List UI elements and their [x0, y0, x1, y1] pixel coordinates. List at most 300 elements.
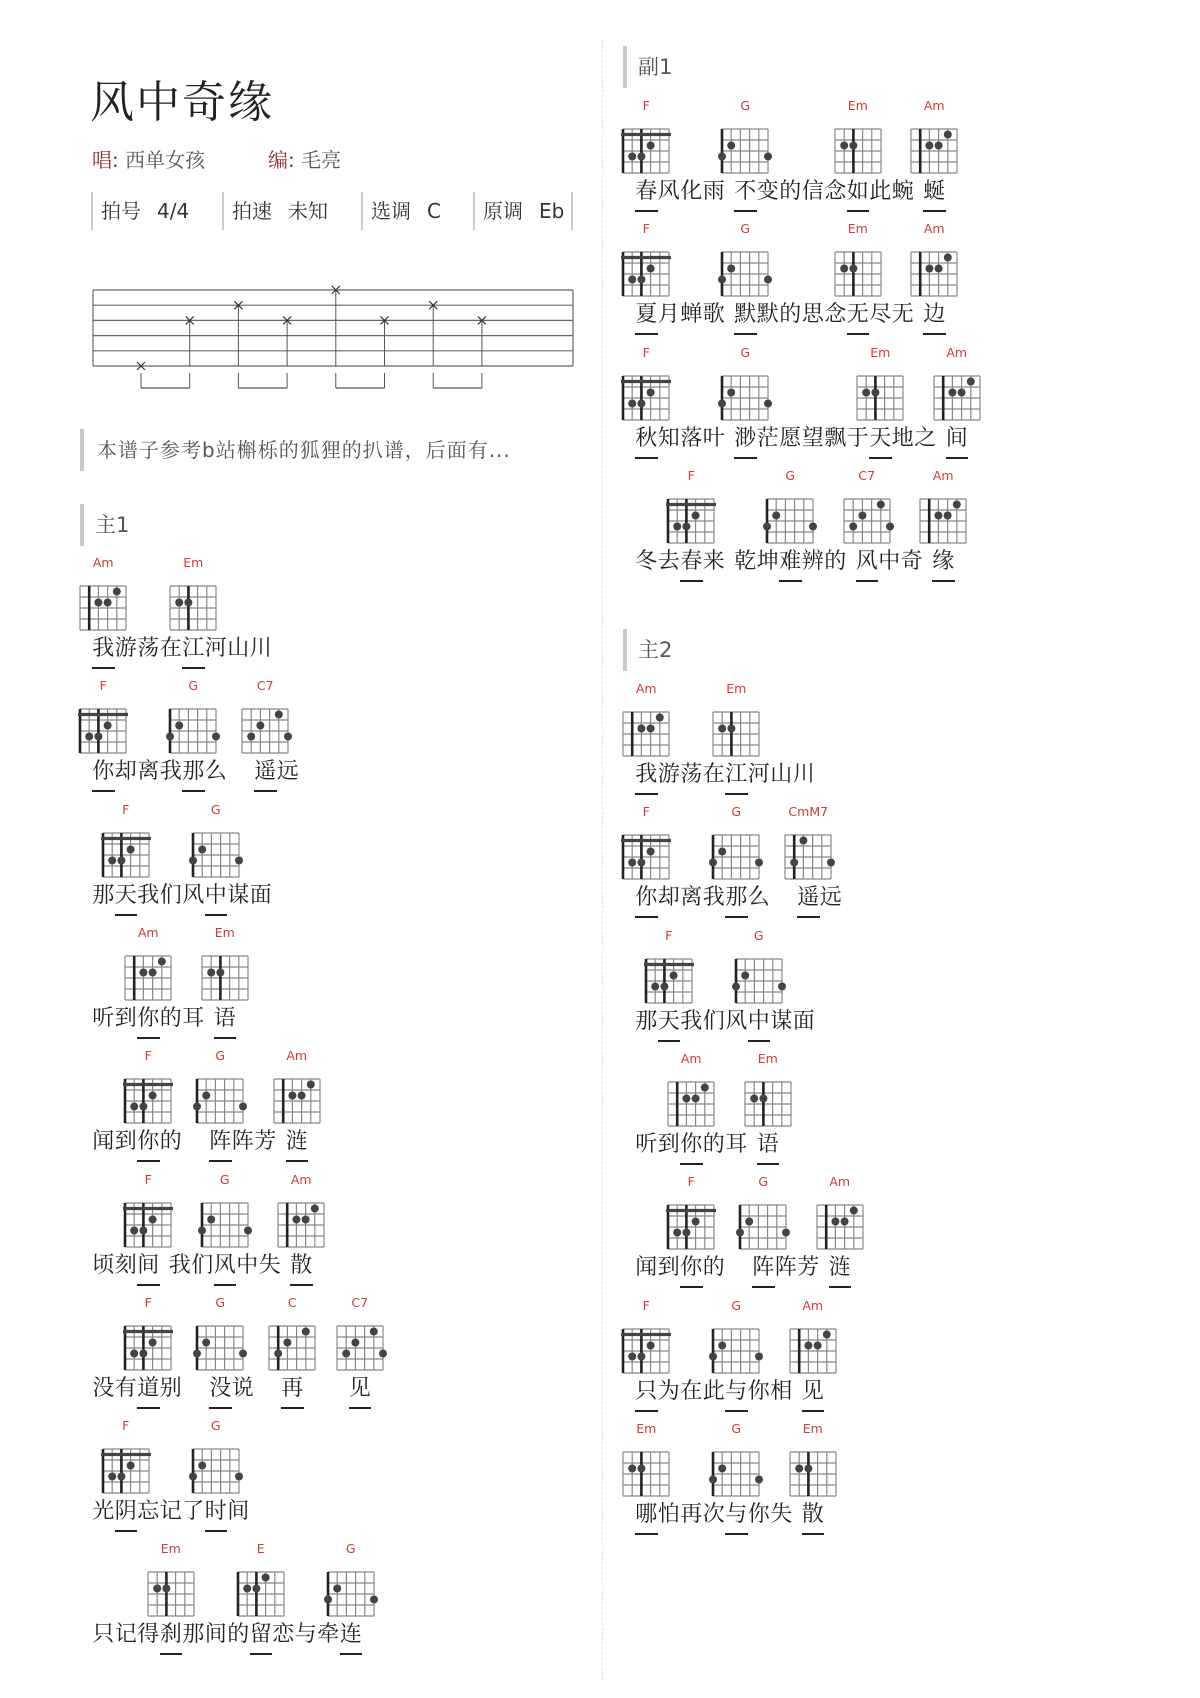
chord-grid — [269, 1326, 315, 1370]
chord-diagram-em — [853, 374, 907, 422]
chord-name: Am — [932, 467, 954, 483]
finger-dot — [736, 1229, 744, 1237]
finger-dot — [311, 1204, 319, 1212]
chord-diagram-f — [619, 250, 673, 298]
chord-underline — [182, 790, 205, 792]
chord-diagram-am — [76, 584, 130, 632]
lyric-char: 的 — [227, 1622, 250, 1648]
chord-name: F — [687, 467, 695, 483]
finger-dot — [763, 522, 771, 530]
finger-dot — [153, 1585, 161, 1593]
lyric-char: 了 — [182, 1499, 205, 1525]
lyric-char: 默 — [734, 302, 757, 328]
lyric-char: 你 — [635, 885, 658, 911]
finger-dot — [638, 1352, 646, 1360]
chord-name: G — [740, 344, 751, 360]
chord-underline — [281, 1407, 304, 1409]
finger-dot — [741, 971, 749, 979]
finger-dot — [656, 714, 664, 722]
lyric-char: 到 — [114, 1129, 137, 1155]
chord-underline — [635, 1533, 658, 1535]
chord-name: Am — [92, 555, 114, 570]
finger-dot — [212, 733, 220, 741]
lyric-char: 到 — [657, 1131, 680, 1157]
lyric-char: 如 — [846, 179, 869, 204]
lyric-char: 江 — [182, 636, 205, 661]
finger-dot — [772, 511, 780, 519]
lyric-char: 信 — [801, 179, 824, 204]
chord-grid — [621, 129, 671, 173]
lyric-char: 没 — [92, 1375, 115, 1401]
lyric-char: 风 — [213, 1252, 236, 1278]
lyric-char: 刻 — [114, 1252, 137, 1278]
chord-grid — [148, 1572, 194, 1616]
lyric-char: 你 — [680, 1131, 703, 1157]
chord-underline — [92, 667, 115, 669]
lyric-char: 耳 — [182, 1005, 205, 1031]
chord-underline — [680, 1163, 703, 1165]
lyric-char: 的 — [159, 1005, 182, 1031]
finger-dot — [647, 265, 655, 273]
finger-dot — [628, 1464, 636, 1472]
chord-diagram-g — [718, 374, 772, 422]
finger-dot — [108, 1473, 116, 1481]
chord-underline — [115, 914, 138, 916]
chord-underline — [932, 580, 955, 582]
lyric-char: 去 — [657, 548, 680, 574]
chord-name: F — [122, 1418, 130, 1434]
lyric-char: 蜒 — [923, 179, 946, 204]
finger-dot — [728, 725, 736, 733]
finger-dot — [149, 968, 157, 976]
finger-dot — [823, 1330, 831, 1338]
finger-dot — [809, 522, 817, 530]
lyric-char: 游 — [114, 636, 137, 661]
finger-dot — [709, 859, 717, 867]
chord-grid — [101, 833, 151, 877]
chord-name: Em — [160, 1541, 181, 1557]
lyric-char: 遥 — [797, 885, 820, 911]
chord-underline — [725, 1533, 748, 1535]
info-value: Eb — [539, 199, 565, 223]
finger-dot — [244, 1226, 252, 1234]
finger-dot — [858, 511, 866, 519]
chord-grid — [857, 376, 903, 420]
chord-diagram-g — [709, 1327, 763, 1375]
finger-dot — [175, 722, 183, 730]
chord-underline — [725, 1410, 748, 1412]
song-title: 风中奇缘 — [90, 77, 274, 128]
chord-name: Em — [802, 1420, 823, 1436]
chord-underline — [734, 457, 757, 459]
lyric-char: 中 — [204, 882, 227, 908]
finger-dot — [126, 1462, 134, 1470]
chord-name: F — [99, 678, 107, 694]
chord-underline — [160, 1653, 183, 1655]
finger-dot — [957, 388, 965, 396]
chord-grid — [78, 709, 128, 753]
lyric-char: 记 — [159, 1499, 182, 1525]
finger-dot — [967, 377, 975, 385]
chord-grid — [193, 1326, 247, 1370]
finger-dot — [827, 859, 835, 867]
lyric-char: 顷 — [92, 1252, 115, 1278]
lyric-char: 相 — [770, 1378, 793, 1404]
chord-diagram-em — [831, 250, 885, 298]
lyric-char: 听 — [635, 1131, 658, 1157]
chord-grid — [817, 1205, 863, 1249]
finger-dot — [673, 1229, 681, 1237]
finger-dot — [252, 1585, 260, 1593]
chord-grid — [193, 1079, 247, 1123]
chord-grid — [934, 376, 980, 420]
lyric-char: 在 — [159, 636, 182, 661]
finger-dot — [755, 1475, 763, 1483]
chord-name: F — [642, 344, 650, 360]
chord-underline — [856, 580, 879, 582]
lyric-char: 天 — [657, 1008, 680, 1034]
chord-grid — [324, 1572, 378, 1616]
chord-underline — [349, 1407, 372, 1409]
lyric-char: 乾 — [734, 548, 757, 574]
lyric-char: 的 — [824, 548, 847, 574]
chord-diagram-em — [741, 1080, 795, 1128]
finger-dot — [862, 388, 870, 396]
chord-underline — [797, 916, 820, 918]
lyric-char: 春 — [635, 179, 658, 204]
finger-dot — [198, 845, 206, 853]
strum-pattern-staff — [90, 280, 580, 400]
chord-name: F — [642, 221, 650, 237]
lyric-char: 留 — [249, 1622, 272, 1648]
chord-underline — [680, 1286, 703, 1288]
chord-name: G — [740, 98, 751, 113]
finger-dot — [149, 1338, 157, 1346]
chord-name: Am — [290, 1171, 312, 1187]
lyric-char: 芳 — [797, 1255, 820, 1281]
lyric-char: 荡 — [680, 762, 703, 787]
chord-diagram-g — [709, 1450, 763, 1498]
chord-diagram-f — [664, 1203, 718, 1251]
lyric-char: 地 — [891, 425, 914, 451]
finger-dot — [804, 1464, 812, 1472]
lyric-char: 山 — [770, 762, 793, 787]
chord-grid — [189, 833, 243, 877]
finger-dot — [243, 1585, 251, 1593]
lyric-char: 阵 — [752, 1255, 775, 1281]
chord-name: C7 — [858, 467, 876, 483]
finger-dot — [628, 153, 636, 161]
finger-dot — [764, 399, 772, 407]
finger-dot — [764, 153, 772, 161]
lyric-char: 到 — [657, 1255, 680, 1281]
lyric-char: 别 — [159, 1375, 182, 1401]
chord-grid — [621, 1329, 671, 1373]
section-header: 主1 — [80, 504, 129, 546]
chord-diagram-g — [736, 1203, 790, 1251]
lyric-char: 有 — [114, 1375, 137, 1401]
chord-grid — [123, 1203, 173, 1247]
lyric-char: 变 — [756, 179, 779, 204]
chord-diagram-g — [732, 957, 786, 1005]
chord-underline — [946, 457, 969, 459]
chord-diagram-f — [619, 374, 673, 422]
finger-dot — [235, 1473, 243, 1481]
chord-diagram-g — [193, 1324, 247, 1372]
finger-dot — [140, 1349, 148, 1357]
chord-name: Am — [829, 1174, 851, 1190]
lyric-char: 间 — [945, 425, 968, 451]
chord-diagram-em — [786, 1450, 840, 1498]
lyric-char: 涟 — [285, 1129, 308, 1155]
chord-name: Em — [847, 221, 868, 237]
lyric-char: 游 — [657, 762, 680, 787]
chord-diagram-cmm7 — [781, 833, 835, 881]
finger-dot — [778, 982, 786, 990]
finger-dot — [849, 142, 857, 150]
chord-diagram-g — [198, 1201, 252, 1249]
finger-dot — [104, 722, 112, 730]
finger-dot — [324, 1596, 332, 1604]
finger-dot — [638, 399, 646, 407]
lyric-char: 坤 — [756, 548, 779, 574]
lyric-char: 那 — [725, 885, 748, 911]
chord-diagram-am — [907, 250, 961, 298]
info-label: 拍号 — [101, 199, 141, 223]
finger-dot — [166, 733, 174, 741]
chord-name: Em — [636, 1420, 657, 1436]
chord-underline — [734, 210, 757, 212]
chord-grid — [835, 252, 881, 296]
finger-dot — [216, 968, 224, 976]
lyric-char: 我 — [159, 759, 182, 785]
finger-dot — [669, 971, 677, 979]
chord-underline — [182, 667, 205, 669]
lyric-char: 刹 — [159, 1622, 182, 1648]
info-original-key — [473, 192, 564, 230]
chord-underline — [847, 210, 870, 212]
finger-dot — [275, 711, 283, 719]
finger-dot — [189, 1473, 197, 1481]
lyric-char: 风 — [182, 882, 205, 908]
lyric-char: 的 — [779, 179, 802, 204]
chord-diagram-f — [619, 127, 673, 175]
lyric-char: 秋 — [635, 425, 658, 451]
lyric-char: 在 — [702, 762, 725, 787]
finger-dot — [795, 1464, 803, 1472]
finger-dot — [718, 848, 726, 856]
lyric-char: 雨 — [702, 179, 725, 204]
lyric-char: 阵 — [231, 1129, 254, 1155]
chord-diagram-em — [619, 1450, 673, 1498]
chord-name: Am — [802, 1297, 824, 1313]
lyric-char: 的 — [702, 1131, 725, 1157]
finger-dot — [189, 856, 197, 864]
chord-name: C7 — [256, 678, 274, 694]
finger-dot — [727, 265, 735, 273]
chord-grid — [123, 1326, 173, 1370]
finger-dot — [638, 725, 646, 733]
chord-underline — [286, 1160, 309, 1162]
lyric-char: 我 — [702, 885, 725, 911]
lyric-char: 的 — [702, 1255, 725, 1281]
finger-dot — [651, 982, 659, 990]
lyric-char: 么 — [204, 759, 227, 785]
chord-grid — [718, 376, 772, 420]
chord-name: Am — [946, 344, 968, 360]
finger-dot — [370, 1596, 378, 1604]
chord-underline — [92, 790, 115, 792]
chord-underline — [635, 793, 658, 795]
finger-dot — [709, 1352, 717, 1360]
finger-dot — [95, 599, 103, 607]
chord-diagram-am — [813, 1203, 867, 1251]
chord-grid — [242, 709, 292, 753]
finger-dot — [647, 725, 655, 733]
lyric-char: 阵 — [209, 1129, 232, 1155]
lyric-char: 遥 — [254, 759, 277, 785]
chord-diagram-f — [642, 957, 696, 1005]
chord-name: G — [785, 467, 796, 483]
chord-underline — [752, 1286, 775, 1288]
lyric-char: 春 — [680, 548, 703, 574]
lyric-char: 次 — [702, 1501, 725, 1527]
finger-dot — [872, 388, 880, 396]
lyric-char: 阴 — [114, 1499, 137, 1525]
finger-dot — [202, 1092, 210, 1100]
chord-name: F — [144, 1294, 152, 1310]
chord-underline — [757, 1163, 780, 1165]
chord-diagram-e — [234, 1570, 288, 1618]
finger-dot — [288, 1092, 296, 1100]
chord-underline — [214, 1037, 237, 1039]
finger-dot — [935, 142, 943, 150]
lyric-char: 失 — [770, 1501, 793, 1527]
lyric-char: 芳 — [254, 1129, 277, 1155]
chord-underline — [725, 793, 748, 795]
lyric-char: 山 — [227, 636, 250, 661]
chord-name: CmM7 — [788, 804, 829, 820]
lyric-char: 思 — [801, 302, 824, 328]
finger-dot — [202, 1338, 210, 1346]
chord-diagram-g — [193, 1077, 247, 1125]
chord-name: Am — [137, 924, 159, 940]
chord-diagram-f — [76, 707, 130, 755]
lyric-char: 到 — [114, 1005, 137, 1031]
chord-grid — [125, 956, 171, 1000]
finger-dot — [782, 1229, 790, 1237]
chord-grid — [790, 1452, 836, 1496]
finger-dot — [683, 1229, 691, 1237]
chord-underline — [779, 580, 802, 582]
arranger-label: 编: — [268, 148, 295, 172]
chord-name: Am — [635, 681, 657, 696]
chord-grid — [123, 1079, 173, 1123]
chord-underline — [115, 1530, 138, 1532]
lyric-char: 为 — [657, 1378, 680, 1404]
lyric-char: 蜿 — [891, 179, 914, 204]
finger-dot — [140, 968, 148, 976]
arranger — [268, 144, 341, 173]
lyric-char: 涟 — [828, 1255, 851, 1281]
finger-dot — [647, 388, 655, 396]
finger-dot — [755, 1352, 763, 1360]
chord-underline — [137, 1037, 160, 1039]
lyric-char: 辨 — [801, 548, 824, 574]
finger-dot — [235, 856, 243, 864]
column-divider — [602, 40, 603, 1680]
lyric-char: 之 — [914, 425, 937, 451]
chord-diagram-am — [664, 1080, 718, 1128]
chord-grid — [202, 956, 248, 1000]
chord-underline — [923, 210, 946, 212]
finger-dot — [274, 1349, 282, 1357]
chord-diagram-am — [121, 954, 175, 1002]
chord-grid — [732, 959, 786, 1003]
lyric-char: 边 — [923, 302, 946, 328]
chord-grid — [718, 252, 772, 296]
chord-name: G — [210, 801, 221, 817]
chord-name: Am — [680, 1050, 702, 1066]
chord-diagram-f — [619, 833, 673, 881]
chord-underline — [635, 457, 658, 459]
lyric-char: 蝉 — [680, 302, 703, 328]
chord-underline — [847, 333, 870, 335]
chord-grid — [189, 1449, 243, 1493]
chord-name: E — [256, 1541, 265, 1557]
lyric-char: 失 — [258, 1252, 281, 1278]
lyric-char: 你 — [92, 759, 115, 785]
finger-dot — [849, 522, 857, 530]
lyric-char: 牵 — [317, 1622, 340, 1648]
finger-dot — [85, 733, 93, 741]
lyric-char: 哪 — [635, 1501, 658, 1527]
lyric-char: 与 — [294, 1622, 317, 1648]
chord-grid — [709, 1329, 763, 1373]
finger-dot — [638, 859, 646, 867]
lyric-char: 面 — [792, 1008, 815, 1034]
chord-name: G — [210, 1418, 221, 1434]
lyric-char: 来 — [702, 548, 725, 574]
finger-dot — [718, 725, 726, 733]
finger-dot — [732, 982, 740, 990]
finger-dot — [718, 1341, 726, 1349]
finger-dot — [638, 1464, 646, 1472]
finger-dot — [709, 1475, 717, 1483]
info-divider — [571, 192, 573, 230]
finger-dot — [185, 599, 193, 607]
chord-diagram-am — [270, 1077, 324, 1125]
chord-grid — [170, 586, 216, 630]
lyric-char: 默 — [756, 302, 779, 328]
lyric-char: 风 — [657, 179, 680, 204]
lyric-char: 却 — [657, 885, 680, 911]
lyric-char: 得 — [137, 1622, 160, 1648]
chord-diagram-f — [99, 831, 153, 879]
lyric-char: 间 — [204, 1622, 227, 1648]
info-tempo — [222, 192, 328, 230]
lyric-char: 知 — [657, 425, 680, 451]
chord-grid — [80, 586, 126, 630]
chord-name: F — [122, 801, 130, 817]
finger-dot — [207, 968, 215, 976]
lyric-char: 与 — [725, 1501, 748, 1527]
singer-label: 唱: — [92, 148, 119, 172]
lyric-char: 此 — [702, 1378, 725, 1404]
lyric-char: 你 — [137, 1129, 160, 1155]
chord-grid — [835, 129, 881, 173]
chord-grid — [713, 712, 759, 756]
